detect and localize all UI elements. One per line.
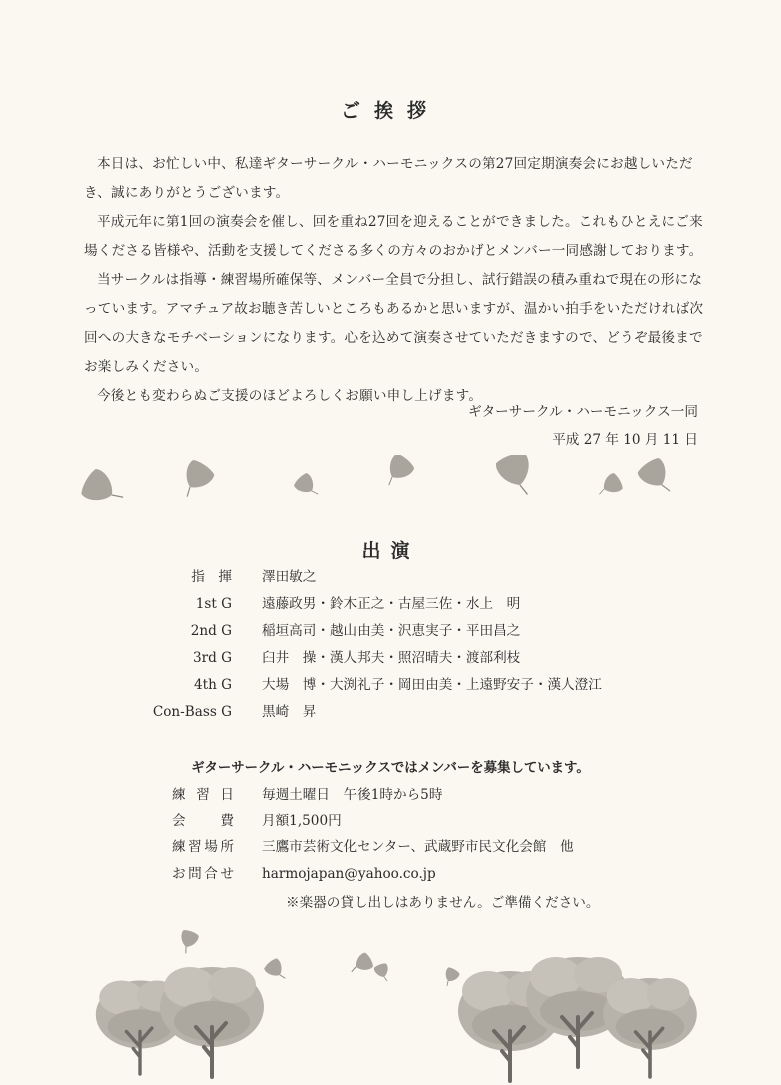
roster-part-label: 2nd G	[190, 623, 232, 639]
greeting-paragraph: 本日は、お忙しい中、私達ギターサークル・ハーモニックスの第27回定期演奏会にお越しいただき、誠にありがとうございます。	[84, 156, 693, 201]
recruitment-headline: ギターサークル・ハーモニックスではメンバーを募集しています。	[191, 761, 590, 776]
info-label: 会費	[172, 813, 234, 829]
roster-part-label: 指 揮	[191, 569, 232, 585]
info-value: 三鷹市芸術文化センター、武蔵野市民文化会館 他	[262, 839, 574, 855]
instrument-note: ※楽器の貸し出しはありません。ご準備ください。	[286, 895, 600, 911]
roster-part-label: 4th G	[193, 677, 232, 693]
info-label: お問合せ	[172, 866, 234, 882]
performers-title: 出演	[361, 540, 420, 562]
roster-part-label: 1st G	[195, 596, 232, 612]
info-label: 練習場所	[172, 839, 234, 855]
ginkgo-leaf-icon	[440, 966, 461, 988]
info-value: 毎週土曜日 午後1時から5時	[262, 787, 443, 803]
roster-names: 稲垣高司・越山由美・沢恵実子・平田昌之	[262, 623, 521, 639]
ginkgo-leaves-decoration	[0, 455, 781, 525]
greeting-body	[84, 150, 706, 411]
greeting-paragraph: 当サークルは指導・練習場所確保等、メンバー全員で分担し、試行錯誤の積み重ねで現在の形になっています。アマチュア故お聴き苦しいところもあるかと思いますが、温かい拍手をいただければ次回への大きなモチベーションになります。心を込めて演奏させていただきますので、どうぞ最後までお楽しみください。	[84, 272, 704, 375]
ginkgo-leaf-icon	[263, 957, 291, 985]
greeting-signature: ギターサークル・ハーモニックス一同	[468, 404, 698, 420]
ginkgo-leaf-icon	[173, 457, 216, 502]
ginkgo-leaf-icon	[292, 471, 323, 502]
ginkgo-leaf-icon	[636, 455, 679, 500]
info-label: 練習日	[172, 787, 234, 803]
greeting-paragraph: 平成元年に第1回の演奏会を催し、回を重ね27回を迎えることができました。これもひとえにご来場くださる皆様や、活動を支援してくださる多くの方々のおかげとメンバー一同感謝しております。	[84, 214, 703, 259]
roster-names: 澤田敏之	[262, 569, 317, 585]
contact-email: harmojapan@yahoo.co.jp	[262, 866, 436, 882]
ginkgo-leaf-icon	[79, 467, 130, 514]
greeting-paragraph: 今後とも変わらぬご支援のほどよろしくお願い申し上げます。	[97, 388, 483, 404]
trees-decoration	[0, 925, 781, 1085]
roster-names: 黒崎 昇	[262, 704, 317, 720]
ginkgo-leaf-icon	[377, 455, 416, 491]
roster-part-label: 3rd G	[192, 650, 232, 666]
roster-names: 臼井 操・漢人邦夫・照沼晴夫・渡部利枝	[262, 650, 521, 666]
ginkgo-leaf-icon	[346, 951, 374, 977]
tree-icon	[603, 978, 697, 1077]
roster-part-label: Con-Bass G	[152, 704, 232, 720]
roster-names: 大場 博・大渕礼子・岡田由美・上遠野安子・漢人澄江	[262, 677, 602, 693]
tree-icon	[160, 967, 264, 1077]
ginkgo-leaf-icon	[373, 962, 392, 984]
ginkgo-leaf-icon	[176, 929, 200, 956]
roster-names: 遠藤政男・鈴木正之・古屋三佐・水上 明	[262, 596, 521, 612]
greeting-title: ご挨拶	[340, 100, 440, 122]
info-value: 月額1,500円	[262, 813, 342, 829]
ginkgo-leaf-icon	[494, 455, 539, 501]
greeting-date: 平成 27 年 10 月 11 日	[552, 432, 698, 448]
ginkgo-leaf-icon	[594, 472, 625, 501]
